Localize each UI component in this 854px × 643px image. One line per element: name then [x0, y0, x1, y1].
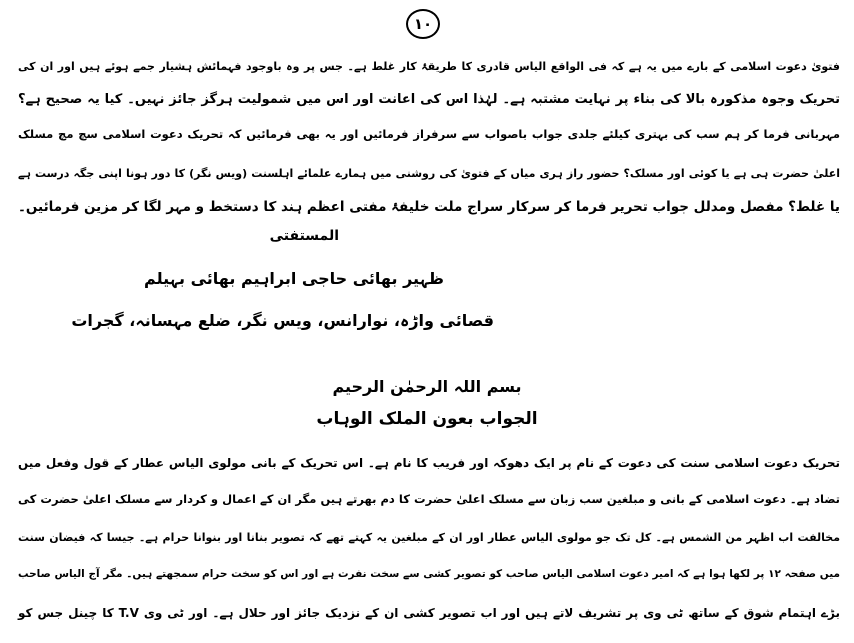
- question-line-5: یا غلط؟ مفصل ومدلل جواب تحریر فرما کر سرکار سراج ملت خلیفۂ مفتی اعظم ہند کا دستخط و مہر لگا کر مزین فرمائیں۔: [18, 199, 840, 215]
- signer-name: ظہیر بھائی حاجی ابراہیم بھائی بہیلم: [144, 269, 444, 288]
- answer-line-3: مخالفت اب اظہر من الشمس ہے۔ کل تک جو مولوی الیاس عطار اور ان کے مبلغین یہ کہتے تھے کہ تصویر بنانا اور بنوانا حرام ہے۔ جیسا کہ فیضان سنت: [18, 531, 840, 544]
- answer-line-4: میں صفحہ ۱۲ پر لکھا ہوا ہے کہ امیر دعوت اسلامی الیاس صاحب کو تصویر کشی سے سخت نفرت ہے اور اس کو سخت حرام سمجھتے ہیں۔ مگر آج الیاس صاحب: [18, 568, 840, 580]
- page-number: ۱۰: [406, 9, 440, 39]
- mustafti-label: المستفتی: [269, 228, 339, 244]
- question-line-3: مہربانی فرما کر ہم سب کی بہتری کیلئے جلدی جواب باصواب سے سرفراز فرمائیں اور یہ بھی فرمائیں کہ تحریک دعوت اسلامی سچ مچ مسلک: [18, 127, 840, 141]
- answer-line-2: تضاد ہے۔ دعوت اسلامی کے بانی و مبلغین سب زبان سے مسلک اعلیٰ حضرت کا دم بھرتے ہیں مگر ان کے اعمال و کردار سے مسلک اعلیٰ حضرت کی: [18, 492, 840, 506]
- bismillah: بسم اللہ الرحمٰن الرحیم: [332, 377, 522, 396]
- question-line-4: اعلیٰ حضرت ہی ہے یا کوئی اور مسلک؟ حضور راز ہری میاں کے فتویٰ کی روشنی میں ہمارے علمائے اہلسنت (ویس نگر) کا دور ہونا اپنی جگہ درست ہے: [18, 167, 840, 180]
- question-line-1: فتویٰ دعوت اسلامی کے بارے میں یہ ہے کہ فی الواقع الیاس قادری کا طریقۂ کار غلط ہے۔ جس پر وہ باوجود فہمائش ہشیار جمے ہوئے ہیں اور ان کی: [18, 60, 840, 73]
- signer-address: قصائی واڑہ، نوارانس، ویس نگر، ضلع مہسانہ، گجرات: [71, 311, 494, 330]
- answer-heading: الجواب بعون الملک الوہاب: [316, 409, 538, 429]
- answer-line-5: بڑے اہتمام شوق کے ساتھ ٹی وی پر تشریف لاتے ہیں اور اب تصویر کشی ان کے نزدیک جائز اور حلال ہے۔ اور ٹی وی T.V کا چینل جس کو: [18, 606, 840, 620]
- answer-line-1: تحریک دعوت اسلامی سنت کی دعوت کے نام پر ایک دھوکہ اور فریب کا نام ہے۔ اس تحریک کے بانی مولوی الیاس عطار کے قول وفعل میں: [18, 456, 840, 470]
- question-line-2: تحریک وجوہ مذکورہ بالا کی بناء پر نہایت مشتبہ ہے۔ لہٰذا اس کی اعانت اور اس میں شمولیت ہرگز جائز نہیں۔ کیا یہ صحیح ہے؟: [18, 92, 840, 107]
